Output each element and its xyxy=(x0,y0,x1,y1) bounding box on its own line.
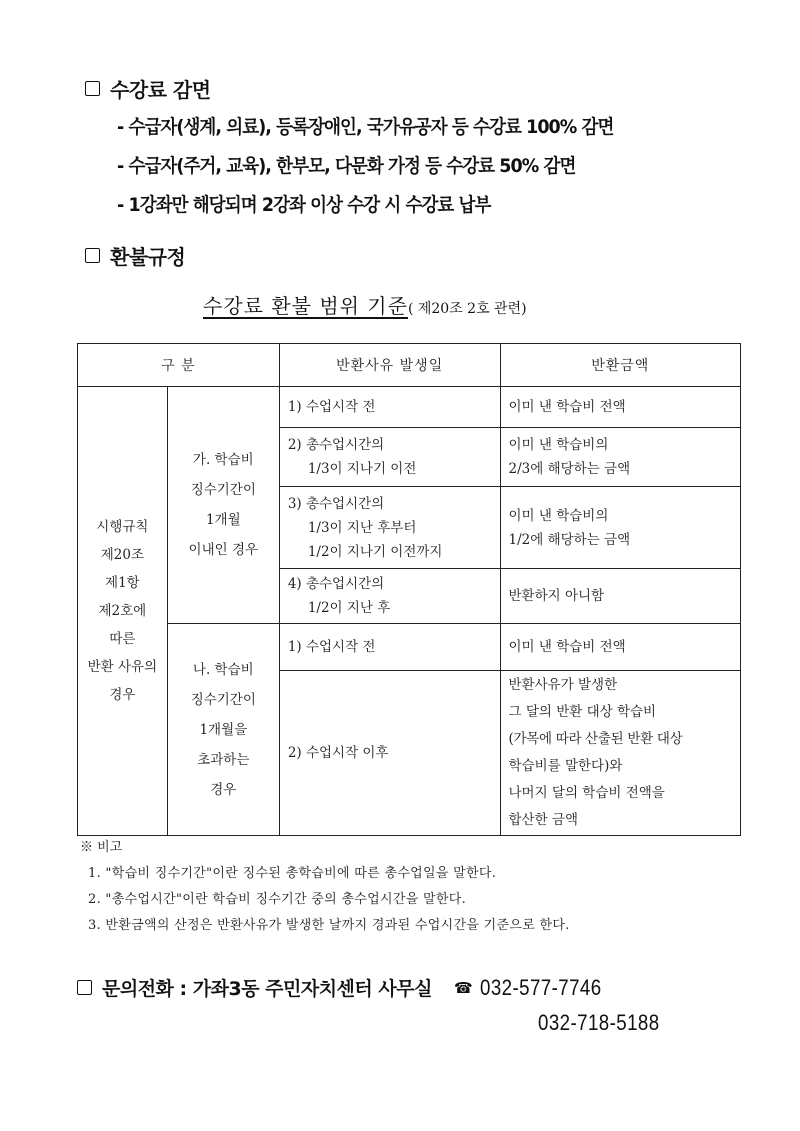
amount-line: 이미 낸 학습비 전액 xyxy=(508,399,626,415)
note-item: 3. 반환금액의 산정은 반환사유가 발생한 날까지 경과된 수업시간을 기준으로 한다. xyxy=(88,918,570,933)
phone-number-1[interactable]: 032-577-7746 xyxy=(480,974,602,1000)
category-line: 제20조 xyxy=(100,547,145,563)
amount-cell xyxy=(500,624,740,671)
amount-cell xyxy=(500,487,740,569)
checkbox-icon xyxy=(77,980,92,995)
reduction-bullet-50: - 수급자(주거, 교육), 한부모, 다문화 가정 등 수강료 50% 감면 xyxy=(117,155,576,177)
contact-line xyxy=(77,974,623,1001)
amount-cell xyxy=(500,671,740,836)
fee-reduction-title: 수강료 감면 xyxy=(110,78,211,102)
category-line: 시행규칙 xyxy=(96,519,149,535)
contact-line-2 xyxy=(538,1010,681,1036)
checkbox-icon xyxy=(85,81,100,96)
occurrence-line: 1/2이 지나기 이전까지 xyxy=(307,543,443,560)
amount-line: (가목에 따라 산출된 반환 대상 xyxy=(508,731,683,747)
reduction-bullet-100: - 수급자(생계, 의료), 등록장애인, 국가유공자 등 수강료 100% 감면 xyxy=(117,116,614,138)
table-header-row xyxy=(78,344,741,387)
notes-section xyxy=(80,836,570,939)
contact-label: 문의전화 : 가좌3동 주민자치센터 사무실 xyxy=(102,978,432,1000)
occurrence-line: 2) 총수업시간의 xyxy=(287,437,385,453)
table-title xyxy=(203,290,527,319)
amount-line: 나머지 달의 학습비 전액을 xyxy=(508,785,665,801)
occurrence-cell xyxy=(279,569,500,624)
amount-line: 이미 낸 학습비 전액 xyxy=(508,639,626,655)
occurrence-line: 1) 수업시작 전 xyxy=(287,399,376,415)
group-label-line: 이내인 경우 xyxy=(188,542,259,558)
group-a-label xyxy=(167,387,279,624)
occurrence-line: 3) 총수업시간의 xyxy=(287,495,385,512)
refund-policy-heading xyxy=(85,241,185,270)
occurrence-line: 1/2이 지난 후 xyxy=(307,600,391,616)
category-line: 반환 사유의 xyxy=(87,659,158,675)
amount-line: 2/3에 해당하는 금액 xyxy=(508,461,631,477)
occurrence-line: 4) 총수업시간의 xyxy=(287,576,385,592)
group-label-line: 나. 학습비 xyxy=(192,661,254,678)
amount-line: 반환하지 아니함 xyxy=(508,588,605,604)
occurrence-cell xyxy=(279,487,500,569)
group-label-line: 경우 xyxy=(210,781,237,798)
amount-line: 반환사유가 발생한 xyxy=(508,677,618,693)
occurrence-line: 1/3이 지난 후부터 xyxy=(307,519,417,536)
fee-reduction-heading xyxy=(85,74,211,103)
amount-line: 이미 낸 학습비의 xyxy=(508,437,609,453)
occurrence-cell xyxy=(279,671,500,836)
amount-cell xyxy=(500,569,740,624)
category-line: 경우 xyxy=(109,687,136,703)
group-label-line: 초과하는 xyxy=(197,751,250,768)
group-label-line: 1개월 xyxy=(205,512,241,528)
phone-number-2[interactable]: 032-718-5188 xyxy=(538,1010,660,1035)
header-category: 구 분 xyxy=(78,344,280,387)
category-line: 제2호에 xyxy=(98,603,147,619)
group-label-line: 1개월을 xyxy=(199,721,248,738)
table-row xyxy=(78,624,741,671)
note-item: 2. "총수업시간"이란 학습비 징수기간 중의 총수업시간을 말한다. xyxy=(88,892,467,907)
header-amount: 반환금액 xyxy=(500,344,740,387)
table-title-sub: ( 제20조 2호 관련) xyxy=(407,301,527,317)
occurrence-line: 1) 수업시작 전 xyxy=(287,639,376,655)
occurrence-line: 2) 수업시작 이후 xyxy=(287,745,389,761)
refund-table xyxy=(77,343,741,836)
category-line: 제1항 xyxy=(105,575,140,591)
occurrence-cell xyxy=(279,387,500,428)
amount-line: 학습비를 말한다)와 xyxy=(508,758,623,774)
telephone-icon: ☎ xyxy=(453,978,473,997)
group-b-label xyxy=(167,624,279,836)
amount-line: 그 달의 반환 대상 학습비 xyxy=(508,704,657,720)
table-row xyxy=(78,387,741,428)
header-occurrence: 반환사유 발생일 xyxy=(279,344,500,387)
amount-cell xyxy=(500,387,740,428)
category-line: 따른 xyxy=(109,631,136,647)
group-label-line: 가. 학습비 xyxy=(192,452,254,468)
occurrence-line: 1/3이 지나기 이전 xyxy=(307,461,417,477)
notes-title: ※ 비고 xyxy=(80,840,123,855)
amount-line: 1/2에 해당하는 금액 xyxy=(508,531,631,548)
refund-policy-title: 환불규정 xyxy=(110,245,186,269)
occurrence-cell xyxy=(279,428,500,487)
amount-line: 이미 낸 학습비의 xyxy=(508,507,609,524)
group-label-line: 징수기간이 xyxy=(190,691,256,708)
checkbox-icon xyxy=(85,248,100,263)
note-item: 1. "학습비 징수기간"이란 징수된 총학습비에 따른 총수업일을 말한다. xyxy=(88,866,497,881)
category-cell xyxy=(78,387,168,836)
amount-cell xyxy=(500,428,740,487)
amount-line: 합산한 금액 xyxy=(508,812,579,828)
group-label-line: 징수기간이 xyxy=(190,482,256,498)
occurrence-cell xyxy=(279,624,500,671)
reduction-bullet-one-course: - 1강좌만 해당되며 2강좌 이상 수강 시 수강료 납부 xyxy=(117,194,491,216)
table-title-main: 수강료 환불 범위 기준 xyxy=(203,294,408,318)
